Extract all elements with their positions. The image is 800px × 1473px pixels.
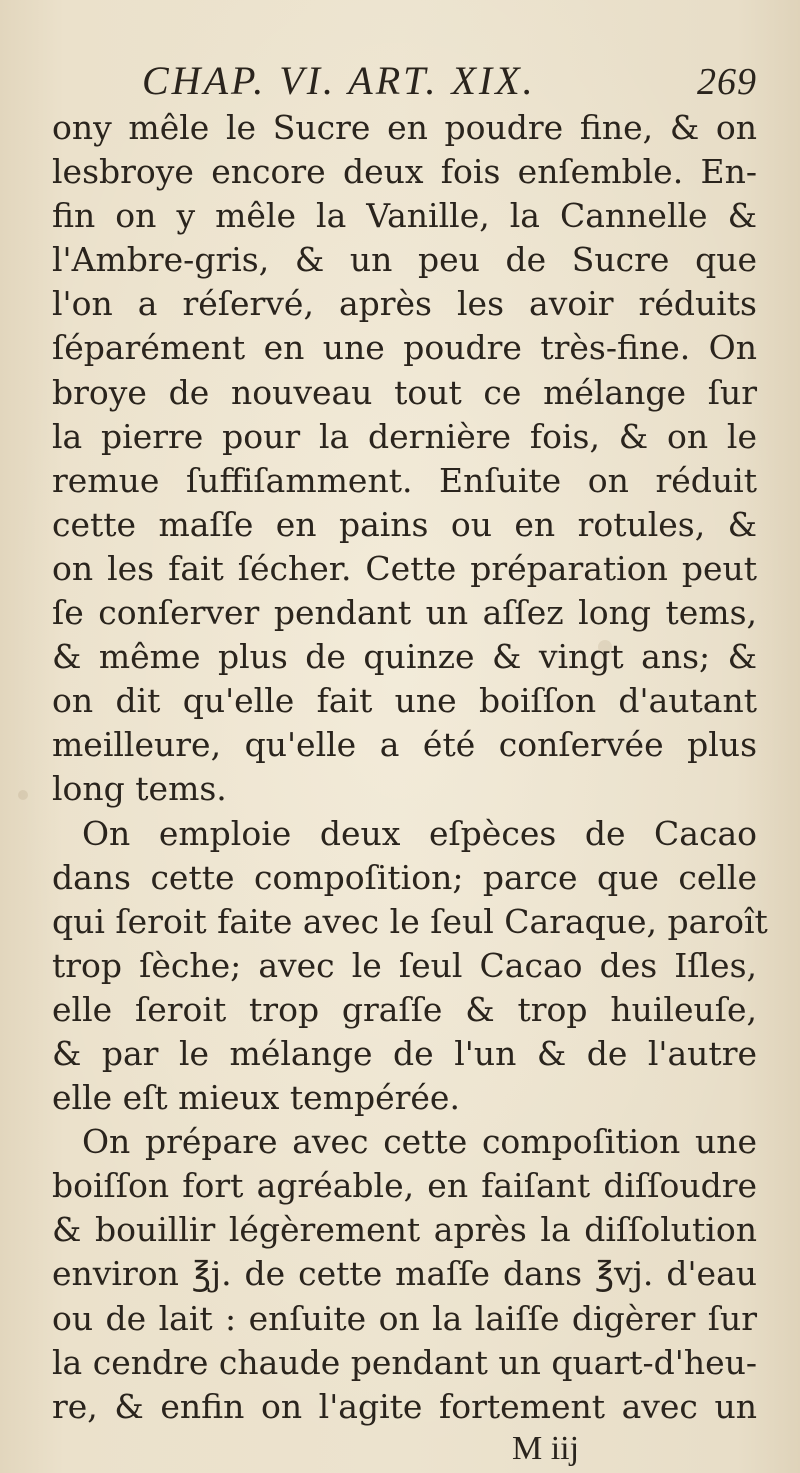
text-line: on dit qu'elle fait une boiſſon d'autant xyxy=(52,681,757,721)
text-line: l'on a réſervé, après les avoir réduits xyxy=(52,284,757,324)
running-header xyxy=(52,55,757,108)
text-line: trop ſèche; avec le ſeul Cacao des Iſles, xyxy=(52,945,757,985)
text-line: environ ℥j. de cette maſſe dans ℥vj. d'eau xyxy=(52,1254,757,1294)
text-line: broye de nouveau tout ce mélange ſur xyxy=(52,372,757,412)
text-line: l'Ambre-gris, & un peu de Sucre que xyxy=(52,240,757,280)
text-line: & par le mélange de l'un & de l'autre xyxy=(52,1033,757,1073)
text-line: & même plus de quinze & vingt ans; & xyxy=(52,637,757,677)
text-line: boiſſon fort agréable, en faiſant diſſoudre xyxy=(52,1166,757,1206)
text-line: dans cette compoſition; parce que celle xyxy=(52,857,757,897)
text-line: on les fait ſécher. Cette préparation peut xyxy=(52,548,757,588)
text-line: remue ſuffiſamment. Enſuite on réduit xyxy=(52,460,757,500)
text-line: On emploie deux eſpèces de Cacao xyxy=(82,813,757,853)
running-title: CHAP. VI. ART. XIX. xyxy=(142,58,536,103)
text-line: elle eſt mieux tempérée. xyxy=(52,1078,460,1118)
paper-stain xyxy=(18,790,28,800)
signature-mark: M iij xyxy=(512,1429,580,1467)
text-line: ſéparément en une poudre très-fine. On xyxy=(52,328,757,368)
text-line: ony mêle le Sucre en poudre fine, & on xyxy=(52,108,757,147)
body-text xyxy=(52,106,768,1429)
text-line: ſe conſerver pendant un aſſez long tems, xyxy=(52,593,757,633)
text-line: long tems. xyxy=(52,769,227,809)
text-line: meilleure, qu'elle a été conſervée plus xyxy=(52,725,757,765)
page-number: 269 xyxy=(697,61,757,103)
text-line: ou de lait : enſuite on la laiſſe digèrer ſur xyxy=(52,1298,757,1338)
text-line: qui ſeroit faite avec le ſeul Caraque, paroît xyxy=(52,901,768,941)
text-line: la cendre chaude pendant un quart-d'heu- xyxy=(52,1342,758,1382)
text-line: & bouillir légèrement après la diſſolution xyxy=(52,1210,757,1250)
page-text xyxy=(52,55,768,1471)
text-line: On prépare avec cette compoſition une xyxy=(82,1122,757,1162)
text-line: la pierre pour la dernière fois, & on le xyxy=(52,416,757,456)
text-line: lesbroye encore deux fois enſemble. En- xyxy=(52,152,757,192)
text-line: re, & enfin on l'agite fortement avec un xyxy=(52,1386,757,1426)
text-line: elle ſeroit trop graſſe & trop huileuſe, xyxy=(52,989,757,1029)
text-line: cette maſſe en pains ou en rotules, & xyxy=(52,504,757,544)
text-line: fin on y mêle la Vanille, la Cannelle & xyxy=(52,196,757,236)
